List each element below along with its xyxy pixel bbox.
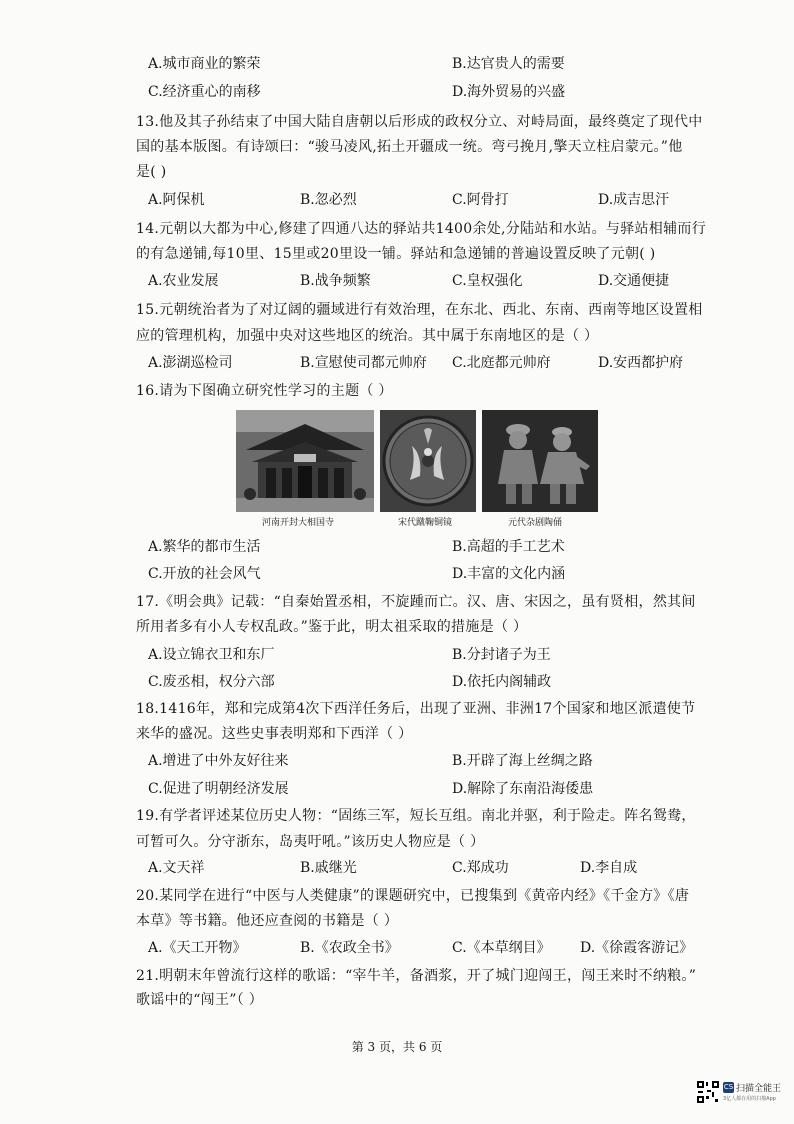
figurine-photo (482, 410, 598, 512)
q13-option-b: B.忽必烈 (300, 192, 357, 208)
q19-option-a: A.文天祥 (148, 860, 205, 876)
q15-stem-line-1: 15.元朝统治者为了对辽阔的疆域进行有效治理，在东北、西北、东南、西南等地区设置相 (136, 302, 703, 318)
q14-option-b: B.战争频繁 (300, 273, 371, 289)
q20-option-d: D.《徐霞客游记》 (580, 940, 694, 956)
q13-stem-line-3: 是( ) (136, 164, 167, 180)
q14-stem-line-2: 的有急递铺,每10里、15里或20里设一铺。驿站和急递铺的普遍设置反映了元朝( ) (136, 246, 656, 262)
cs-logo-icon: CS (723, 1083, 734, 1091)
q17-stem-line-2: 所用者多有小人专权乱政。”鉴于此，明太祖采取的措施是（ ） (136, 619, 528, 635)
q12-option-a: A.城市商业的繁荣 (148, 56, 261, 72)
q19-option-c: C.郑成功 (452, 860, 509, 876)
q20-option-b: B.《农政全书》 (300, 940, 399, 956)
q19-stem-line-2: 可暂可久。分守浙东，岛夷吁吼。”该历史人物应是（ ） (136, 834, 485, 850)
q17-option-a: A.设立锦衣卫和东厂 (148, 647, 275, 663)
q17-option-b: B.分封诸子为王 (452, 647, 551, 663)
q17-stem-line-1: 17.《明会典》记载：“自秦始置丞相，不旋踵而亡。汉、唐、宋因之，虽有贤相，然其间 (136, 594, 696, 610)
q19-stem-line-1: 19.有学者评述某位历史人物：“固练三军，短长互组。南北并驱，利于险走。阵名鸳鸯， (136, 808, 696, 824)
scanner-watermark (696, 1080, 782, 1106)
q15-option-b: B.宣慰使司都元帅府 (300, 355, 427, 371)
q20-option-c: C.《本草纲目》 (452, 940, 551, 956)
qr-code-icon (696, 1080, 720, 1104)
q16-option-a: A.繁华的都市生活 (148, 539, 261, 555)
q13-option-a: A.阿保机 (148, 192, 205, 208)
q12-option-c: C.经济重心的南移 (148, 84, 261, 100)
q13-stem-line-2: 国的基本版图。有诗颂曰：“骏马凌风,拓土开疆成一统。弯弓挽月,擎天立柱启蒙元。”他 (136, 139, 683, 155)
q14-option-d: D.交通便捷 (598, 273, 670, 289)
q18-option-a: A.增进了中外友好往来 (148, 753, 289, 769)
q13-option-c: C.阿骨打 (452, 192, 509, 208)
q20-option-a: A.《天工开物》 (148, 940, 247, 956)
figurine-caption: 元代杂剧陶俑 (508, 518, 563, 528)
scanner-app-name: 扫描全能王 (736, 1084, 782, 1094)
q18-option-d: D.解除了东南沿海倭患 (452, 781, 594, 797)
q15-option-d: D.安西都护府 (598, 355, 684, 371)
q16-stem: 16.请为下图确立研究性学习的主题（ ） (136, 383, 393, 399)
q17-option-c: C.废丞相，权分六部 (148, 674, 275, 690)
temple-caption: 河南开封大相国寺 (262, 518, 335, 528)
q18-option-c: C.促进了明朝经济发展 (148, 781, 289, 797)
q17-option-d: D.依托内阁辅政 (452, 674, 552, 690)
mirror-caption: 宋代蹴鞠铜镜 (398, 518, 453, 528)
scanner-app-slogan: 3亿人都在用的扫描App (723, 1096, 776, 1102)
q19-option-d: D.李自成 (580, 860, 638, 876)
q16-option-c: C.开放的社会风气 (148, 566, 261, 582)
q18-stem-line-1: 18.1416年，郑和完成第4次下西洋任务后，出现了亚洲、非洲17个国家和地区派遣使节 (136, 701, 696, 717)
q16-option-d: D.丰富的文化内涵 (452, 566, 566, 582)
q14-option-c: C.皇权强化 (452, 273, 523, 289)
temple-photo (236, 410, 374, 512)
q20-stem-line-2: 本草》等书籍。他还应查阅的书籍是（ ） (136, 913, 399, 929)
q21-stem-line-2: 歌谣中的“闯王”（ ） (136, 992, 264, 1008)
q21-stem-line-1: 21.明朝末年曾流行这样的歌谣：“宰牛羊，备酒浆，开了城门迎闯王，闯王来时不纳粮。” (136, 968, 697, 984)
q14-option-a: A.农业发展 (148, 273, 219, 289)
bronze-mirror-photo (380, 410, 476, 512)
page-number: 第 3 页，共 6 页 (351, 1040, 443, 1054)
q14-stem-line-1: 14.元朝以大都为中心,修建了四通八达的驿站共1400余处,分陆站和水站。与驿站相辅而行 (136, 221, 706, 237)
q15-option-a: A.澎湖巡检司 (148, 355, 233, 371)
q13-stem-line-1: 13.他及其子孙结束了中国大陆自唐朝以后形成的政权分立、对峙局面，最终奠定了现代中 (136, 114, 703, 130)
q16-option-b: B.高超的手工艺术 (452, 539, 565, 555)
q12-option-d: D.海外贸易的兴盛 (452, 84, 566, 100)
q19-option-b: B.戚继光 (300, 860, 357, 876)
q18-option-b: B.开辟了海上丝绸之路 (452, 753, 593, 769)
q13-option-d: D.成吉思汗 (598, 192, 670, 208)
q18-stem-line-2: 来华的盛况。这些史事表明郑和下西洋（ ） (136, 726, 413, 742)
q15-option-c: C.北庭都元帅府 (452, 355, 551, 371)
q20-stem-line-1: 20.某同学在进行“中医与人类健康”的课题研究中，已搜集到《黄帝内经》《千金方》《唐 (136, 888, 690, 904)
q15-stem-line-2: 应的管理机构，加强中央对这些地区的统治。其中属于东南地区的是（ ） (136, 328, 599, 344)
q12-option-b: B.达官贵人的需要 (452, 56, 565, 72)
